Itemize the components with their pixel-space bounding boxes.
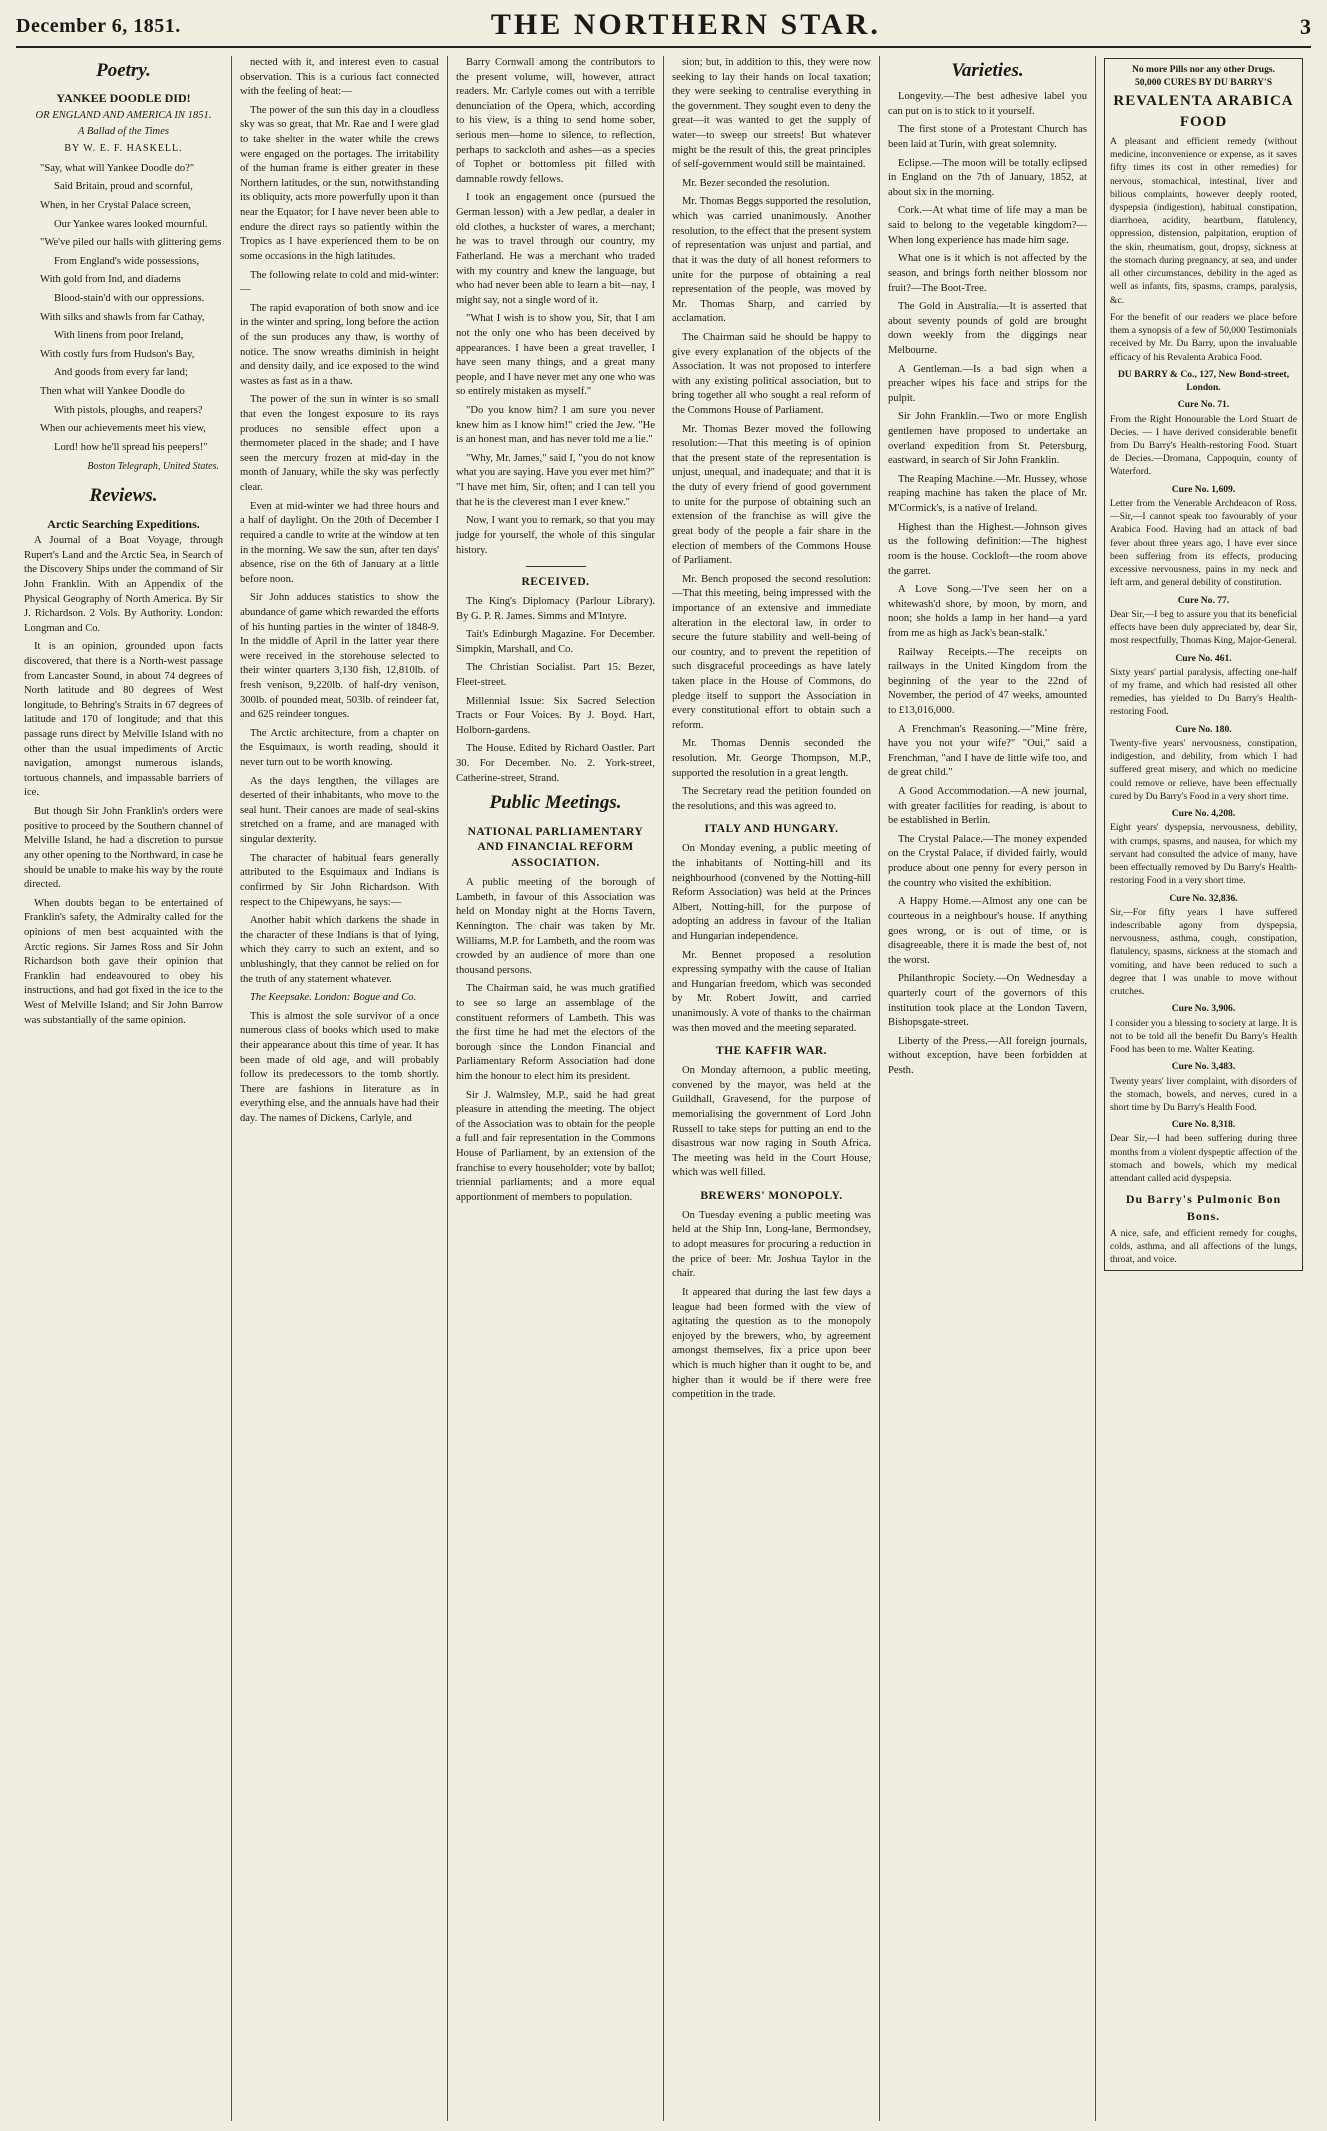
review-paragraph: The power of the sun in winter is so small that even the longest exposure to its rays produces no sensible effect upon a thermometer placed in the shade; and I have seen the mercury frozen at mid-day in the month of January, while the sky was perfectly clear. [240,394,439,494]
cure-testimonial: Sir,—For fifty years I have suffered indescribable agony from dyspepsia, nervousness, asthma, cough, constipation, flatulency, spasms, sickness at the stomach and vomiting, and have been reduced to such a degree that I was unable to move without crutches. [1110,906,1297,998]
poem-line: Our Yankee wares looked mournful. [54,218,208,230]
review-paragraph: The following relate to cold and mid-winter:— [240,269,439,296]
column-5 [880,56,1096,2121]
ad-top-line: No more Pills nor any other Drugs. [1131,64,1276,75]
cure-testimonial: Sixty years' partial paralysis, affecting one-half of my frame, and which had resisted all other remedies, has yielded to Du Barry's Health-restoring Food. [1110,666,1297,718]
poem-ballad-note: A Ballad of the Times [77,126,170,138]
poem-line: From England's wide possessions, [54,255,199,267]
meeting-paragraph: On Tuesday evening a public meeting was held at the Ship Inn, Long-lane, Bermondsey, to adopt measures for procuring a reduction in the price of beer. Mr. Joshua Taylor in the chair. [672,1209,871,1280]
review-paragraph: This is almost the sole survivor of a once numerous class of books which used to make their appearance about this time of year. It has been made of old age, and will probably follow its predecessors to the tomb shortly. There are fashions in literature as in everything else, and the annuals have had their day. The names of Dickens, Carlyle, and [240,1010,439,1125]
review-paragraph: But though Sir John Franklin's orders were positive to proceed by the Southern channel of Melville Island, he had a discretion to pursue any other opening to the Northward, in case he should be unable to make his way by the route directed. [24,806,223,891]
review-paragraph: Even at mid-winter we had three hours and a half of daylight. On the 20th of December I required a candle to write at the window at ten in the morning. We saw the sun, after ten days' absence, rise on the 6th of January at a little before noon. [240,500,439,585]
variety-item: The Reaping Machine.—Mr. Hussey, whose reaping machine has taken the place of Mr. M'Cormick's, is a native of Ireland. [888,473,1087,515]
meeting-paragraph: It appeared that during the last few days a league had been formed with the view of agitating the question as to the monopoly enjoyed by the brewers, who, by agreement amongst themselves, fix a price upon beer which is much higher than it ought to be, and higher than it would be if there were free competition in the trade. [672,1286,871,1401]
poem-line: With pistols, ploughs, and reapers? [54,404,203,416]
review-paragraph: I took an engagement once (pursued the German lesson) with a Jew pedlar, a dealer in old clothes, a huckster of wares, a merchant; he was to travel through our country, my Fatherland. He was a merchant who traded with my country and knew the language, but who had never been able to learn a bit—nay, I might say, not a single word of it. [456,192,655,306]
meeting-paragraph: sion; but, in addition to this, they were now seeking to lay their hands on local taxation; they were seeking to centralise everything in the government. They sought even to deny the great—it was wanted to get the supply of water—to sweep our streets! But whatever might be the result of this, the great principles of self-government would still be maintained. [672,57,871,171]
review-paragraph: It is an opinion, grounded upon facts discovered, that there is a North-west passage from Lancaster Sound, in about 74 degrees of North latitude and 80 degrees of West longitude, to Behring's Straits in 67 degrees of latitude and 170 of longitude; and that this passage runs direct by Melville Island with no other than the usual impediments of Arctic navigation, amongst numerous islands, tortuous channels, and impassable barriers of ice. [24,641,223,799]
review-paragraph: Another habit which darkens the shade in the character of these Indians is that of lying, which they carry to such an extent, and so unblushingly, that they cannot be relied on for the truth of any statement whatever. [240,915,439,985]
variety-item: The Crystal Palace.—The money expended on the Crystal Palace, if divided fairly, would produce about one penny for every person in the country who visited the exhibition. [888,833,1087,889]
bonbons-text: A nice, safe, and efficient remedy for coughs, colds, asthma, and all affections of the lungs, throat, and voice. [1110,1227,1297,1265]
ad-intro: A pleasant and efficient remedy (without medicine, inconvenience or expense, as it saves fifty times its cost in other remedies) for nervous, stomachical, intestinal, liver and bilious complaints, however deeply rooted, dyspepsia (indigestion), habitual constipation, diarrhoea, acidity, heartburn, flatulency, oppression, distension, palpitation, eruption of the skin, rheumatism, gout, dropsy, sickness at the stomach during pregnancy, at sea, and under all other circumstances, debility in the aged as well as infants, fits, spasms, cramps, paralysis, &c. [1110,135,1297,306]
section-head-poetry: Poetry. [96,60,151,81]
poem-line: "Say, what will Yankee Doodle do?" [40,162,195,174]
meeting-paragraph: Mr. Thomas Bezer moved the following resolution:—That this meeting is of opinion that the present state of the representation is unjust, unequal, and inadequate; and that it is the duty of every friend of good government to unite for the purpose of obtaining such an extension of the franchise as will give the great body of the people a fair share in the election of members of the Commons House of Parliament. [672,423,871,567]
poem-credit: Boston Telegraph, United States. [87,460,219,472]
issue-date: December 6, 1851. [16,15,181,37]
variety-item: A Frenchman's Reasoning.—"Mine frère, have you not your wife?" "Oui," said a Frenchman, "and I have de little wife too, and de great child." [888,723,1087,779]
variety-item: Eclipse.—The moon will be totally eclipsed in England on the 7th of January, 1852, at about six in the morning. [888,157,1087,198]
meeting-paragraph: Mr. Thomas Dennis seconded the resolution. Mr. George Thompson, M.P., supported the resolution in a great length. [672,738,871,779]
poem-line: Said Britain, proud and scornful, [54,181,193,193]
poem-line: When, in her Crystal Palace screen, [40,200,191,211]
columns [16,56,1311,2121]
italy-hungary-heading: ITALY AND HUNGARY. [704,823,839,836]
poem-line: Blood-stain'd with our oppressions. [54,293,205,305]
variety-item: The first stone of a Protestant Church has been laid at Turin, with great solemnity. [888,124,1087,151]
divider [526,566,586,567]
cure-number: Cure No. 77. [1177,594,1230,606]
poem-byline: BY W. E. F. HASKELL. [64,142,183,154]
masthead-rule [16,46,1311,48]
received-item: Millennial Issue: Six Sacred Selection Tracts or Four Voices. By J. Boyd. Hart, Holborn-gardens. [456,695,655,736]
meeting-paragraph: Mr. Bezer seconded the resolution. [682,177,830,189]
poem-line: Then what will Yankee Doodle do [40,386,185,398]
poem-subtitle: OR ENGLAND AND AMERICA IN 1851. [35,109,212,121]
meeting-paragraph: The Chairman said he should be happy to give every explanation of the objects of the Association. It was not proposed to interfere with any existing political association, but to bring together all who sought a real reform of the Commons House of Parliament. [672,331,871,417]
meeting-title: NATIONAL PARLIAMENTARY AND FINANCIAL REFORM ASSOCIATION. [467,825,644,870]
section-head-reviews: Reviews. [89,485,158,507]
bonbons-title: Du Barry's Pulmonic Bon Bons. [1125,1192,1282,1223]
received-item: The House. Edited by Richard Oastler. Part 30. For December. No. 2. York-street, Catherine-street, Strand. [456,743,655,784]
variety-item: A Love Song.—'I've seen her on a whitewash'd shore, by moon, by morn, and noon; she holds a lamp in her hand—a yard from me as high as Jack's bean-stalk.' [888,584,1087,639]
ad-agent: DU BARRY & Co., 127, New Bond-street, London. [1117,368,1290,394]
revalenta-advertisement [1104,58,1303,1271]
cure-testimonial: Eight years' dyspepsia, nervousness, debility, with cramps, spasms, and nausea, for which my servant had consulted the advice of many, have been effectually removed by Du Barry's Health-restoring Food in a very short time. [1110,822,1297,887]
poem-line: Lord! how he'll spread his peepers!" [54,441,208,453]
cure-number: Cure No. 3,483. [1171,1061,1236,1073]
review-paragraph: When doubts began to be entertained of Franklin's safety, the Admiralty called for the opinions of men best acquainted with the Arctic regions. Sir James Ross and Sir John Richardson both gave their opinion that Franklin had endeavoured to obey his instructions, and had got fixed in the ice to the West of Melville Island; and Sir John Barrow was substantially of the same opinion. [24,897,223,1026]
column-3 [448,56,664,2121]
review-paragraph: "Do you know him? I am sure you never knew him as I know him!" cried the Jew. "He is an honest man, and has never told me a lie." [456,405,655,446]
review-paragraph: The rapid evaporation of both snow and ice in the winter and spring, long before the action of the sun produces any thaw, is worthy of notice. The snow wreaths diminish in height and density daily, and ice exposed to the wind wastes as fast as in a thaw. [240,302,439,387]
cure-testimonial: Twenty-five years' nervousness, constipation, indigestion, and debility, from which I had suffered great misery, and which no medicine could remove or relieve, have been effectually cured by Du Barry's Food in a very short time. [1110,737,1297,802]
poem-line: And goods from every far land; [54,367,188,379]
variety-item: Cork.—At what time of life may a man be said to belong to the vegetable kingdom?—When long experience has made him sage. [888,205,1087,246]
review-paragraph: As the days lengthen, the villages are deserted of their inhabitants, who move to the seal hunt. Their canoes are made of seal-skins stretched on a frame, and are managed with singular dexterity. [240,775,439,846]
received-item: Tait's Edinburgh Magazine. For December. Simpkin, Marshall, and Co. [456,629,655,655]
cure-number: Cure No. 1,609. [1171,483,1236,495]
meeting-paragraph: On Monday afternoon, a public meeting, convened by the mayor, was held at the Guildhall, Gravesend, for the purpose of memorialising the government of Lord John Russell to take steps for putting an end to the disastrous war now raging in South Africa. The meeting was held in the Court House, which was well filled. [672,1065,871,1179]
review-paragraph: "What I wish is to show you, Sir, that I am not the only one who has been deceived by appearances. I have been a great traveller, I have seen many things, and a great many people, and I have never met any one who was so entirely mistaken as myself." [456,313,655,398]
variety-item: A Good Accommodation.—A new journal, with greater facilities for reading, is about to be established in Berlin. [888,786,1087,827]
ad-note: For the benefit of our readers we place before them a synopsis of a few of 50,000 Testimonials received by Mr. Du Barry, upon the invaluable efficacy of his Revalenta Arabica Food. [1110,311,1297,363]
masthead [16,0,1311,44]
poem-line: With silks and shawls from far Cathay, [40,311,205,323]
poem-line: "We've piled our halls with glittering gems [40,237,222,249]
review-paragraph: Barry Cornwall among the contributors to the present volume, will, however, attract readers. Mr. Carlyle comes out with a terrible denunciation of the Opera, which, according to his view, is a thing to send home sober, serious men—home to silence, to reflection, perhaps to sackcloth and ashes—as a species of Tophet or bottomless pit filled with damnable rowdy fellows. [456,57,655,185]
review-paragraph: "Why, Mr. James," said I, "you do not know what you are saying. Have you ever met him?" "I have met him, Sir, often; and I can tell you that he is the cleverest man I ever knew." [456,452,655,508]
section-head-varieties: Varieties. [951,60,1024,81]
poem-line: When our achievements meet his view, [40,423,206,435]
ad-sub-line: 50,000 CURES BY DU BARRY'S [1134,77,1273,89]
meeting-paragraph: On Monday evening, a public meeting of the inhabitants of Notting-hill and its neighbourhood (convened by the Notting-hill Reform Association) was held at the Princes Albert, Notting-hill, for the purpose of adopting an address in favour of the Italian and Hungarian independence. [672,843,871,942]
review-title: Arctic Searching Expeditions. [47,516,200,531]
review-paragraph: The Arctic architecture, from a chapter on the Esquimaux, is worth reading, should it never turn out to be worth knowing. [240,727,439,769]
cure-testimonial: Dear Sir,—I had been suffering during three months from a violent dyspeptic affection of the stomach and bowels, which my medical attendant called acid dyspepsia. [1110,1133,1297,1185]
poem-line: With gold from Ind, and diadems [40,274,181,286]
column-1 [16,56,232,2121]
variety-item: A Gentleman.—Is a bad sign when a preacher wipes his face and strips for the pulpit. [888,363,1087,404]
poem-body [24,162,223,456]
keepsake-heading: The Keepsake. London: Bogue and Co. [250,992,417,1004]
poem-line: With linens from poor Ireland, [54,330,184,342]
cure-number: Cure No. 3,906. [1171,1003,1236,1015]
review-paragraph: Now, I want you to remark, so that you may judge for yourself, the whole of this singular history. [456,515,655,556]
variety-item: The Gold in Australia.—It is asserted that about seventy pounds of gold are brought down weekly from the diggings near Melbourne. [888,301,1087,356]
meeting-paragraph: Sir J. Walmsley, M.P., said he had great pleasure in attending the meeting. The object of the Association was to obtain for the people a full and fair representation in the Commons House of Parliament, by an extension of the franchise to every householder; vote by ballot; triennial parliaments; and a more equal apportionment of members to population. [456,1089,655,1203]
meeting-paragraph: A public meeting of the borough of Lambeth, in favour of this Association was held on Monday night at the Horns Tavern, Kennington. The chair was taken by Mr. Williams, M.P. for Lambeth, and the room was crowded by an audience of more than one thousand persons. [456,877,655,976]
cure-testimonial: From the Right Honourable the Lord Stuart de Decies. — I have derived considerable benefit from Du Barry's Health-restoring Food. Stuart de Decies.—Dromana, Cappoquin, county of Waterford. [1110,413,1297,478]
brewers-monopoly-heading: BREWERS' MONOPOLY. [700,1189,843,1202]
review-paragraph: A Journal of a Boat Voyage, through Rupert's Land and the Arctic Sea, in Search of the Discovery Ships under the command of Sir John Franklin. With an Appendix of the Physical Geography of North America. By Sir J. Richardson. 2 Vols. By Authority. London: Longman and Co. [24,535,223,634]
page-number: 3 [1299,14,1311,39]
meeting-paragraph: Mr. Thomas Beggs supported the resolution, which was carried unanimously. Another resolution, to the effect that the present system of representation was unjust and partial, and that it was the duty of all honest reformers to unite for the purpose of obtaining a real representation of the people, was moved by Mr. Thomas Sharp, and carried by acclamation. [672,196,871,325]
variety-item: Railway Receipts.—The receipts on railways in the United Kingdom from the beginning of the year to the 22nd of November, the period of 47 weeks, amounted to £13,016,000. [888,646,1087,716]
cure-testimonial: Dear Sir,—I beg to assure you that its beneficial effects have been duly appreciated by, dear Sir, most respectfully, Thomas King, Major-General. [1110,608,1297,647]
cure-number: Cure No. 71. [1177,399,1230,411]
cure-testimonial: Twenty years' liver complaint, with disorders of the stomach, bowels, and nerves, cured in a short time by Du Barry's Health Food. [1110,1075,1297,1114]
cure-testimonial: I consider you a blessing to society at large. It is not to be told all the benefit Du Barry's Health Food has been to me. Walter Keating. [1110,1017,1297,1056]
meeting-paragraph: Mr. Bennet proposed a resolution expressing sympathy with the cause of Italian and Hungarian freedom, which was seconded by Mr. Robert Jowitt, and carried unanimously. A vote of thanks to the chairman was then moved and the meeting separated. [672,949,871,1034]
cure-number: Cure No. 461. [1175,652,1232,664]
variety-item: Sir John Franklin.—Two or more English gentlemen have proposed to undertake an overland expedition from St. Petersburg, eastward, in search of Sir John Franklin. [888,411,1087,467]
variety-item: What one is it which is not affected by the season, and brings forth neither blossom nor fruit?—The Boot-Tree. [888,253,1087,294]
poem-line: With costly furs from Hudson's Bay, [40,348,195,360]
review-paragraph: The character of habitual fears generally attributed to the Esquimaux and Indians is confirmed by Sir John Richardson. With respect to the Chipewyans, he says:— [240,852,439,908]
ad-title: REVALENTA ARABICA FOOD [1113,93,1294,131]
cure-number: Cure No. 32,836. [1169,892,1238,904]
variety-item: Liberty of the Press.—All foreign journals, without exception, have been forbidden at Pesth. [888,1035,1087,1076]
section-head-public-meetings: Public Meetings. [489,792,622,814]
column-6 [1096,56,1311,2121]
meeting-paragraph: The Chairman said, he was much gratified to see so large an assemblage of the constituent reformers of Lambeth. This was the first time he had met the electors of the borough since the London Financial and Parliamentary Reform Association had done him the honour to elect him its president. [456,983,655,1082]
variety-item: A Happy Home.—Almost any one can be courteous in a neighbour's house. If anything goes wrong, or is out of time, or is disagreeable, there it is made the best of, not the worst. [888,896,1087,966]
received-item: The Christian Socialist. Part 15. Bezer, Fleet-street. [456,662,655,689]
review-paragraph: The power of the sun this day in a cloudless sky was so great, that Mr. Rae and I were glad to take shelter in the water while the crews were engaged on the portages. The irritability of the human frame is either greater in these Northern latitudes, or the sun, notwithstanding its obliquity, acts more powerfully upon it than near the Equator; for I have never been able to endure the direct rays so patiently within the Tropics as I have experienced them to be on some occasions in the high latitudes. [240,104,439,262]
meeting-paragraph: Mr. Bench proposed the second resolution:—That this meeting, being impressed with the importance of an extensive and immediate alteration in the electoral law, in order to secure the future stability and well-being of our country, and to prevent the repetition of such disgraceful proceedings as have lately taken place in the House of Commons, do pledge itself to support the Association in every constitutional effort to obtain such a reform. [672,573,871,731]
review-paragraph: Sir John adduces statistics to show the abundance of game which rewarded the efforts of his hunting parties in the winter of 1848-9. In the middle of April in the latter year there were received in the storehouse selected to their winter quarters 3,130 fish, 12,810lb. of fresh venison, 9,220lb. of half-dry venison, 300lb. of pounded meat, 503lb. of reindeer fat, and 625 reindeer tongues. [240,592,439,721]
received-heading: RECEIVED. [521,576,590,589]
variety-item: Philanthropic Society.—On Wednesday a quarterly court of the governors of this institution took place at the London Tavern, Bishopsgate-street. [888,973,1087,1029]
cure-number: Cure No. 4,208. [1171,808,1236,820]
review-paragraph: nected with it, and interest even to casual observation. This is a curious fact connected with the feeling of heat:— [240,57,439,98]
kaffir-war-heading: THE KAFFIR WAR. [715,1045,828,1058]
variety-item: Longevity.—The best adhesive label you can put on is to stick to it yourself. [888,91,1087,117]
received-item: The King's Diplomacy (Parlour Library). By G. P. R. James. Simms and M'Intyre. [456,595,655,622]
poem-title: YANKEE DOODLE DID! [56,91,191,106]
variety-item: Highest than the Highest.—Johnson gives us the following definition:—The highest room is the house. Cockloft—the room above the garret. [888,521,1087,577]
meeting-paragraph: The Secretary read the petition founded on the resolutions, and this was agreed to. [672,786,871,812]
column-4 [664,56,880,2121]
column-2 [232,56,448,2121]
cure-number: Cure No. 180. [1175,723,1232,735]
cure-number: Cure No. 8,318. [1171,1119,1236,1131]
newspaper-title: THE NORTHERN STAR. [490,8,881,41]
cure-testimonial: Letter from the Venerable Archdeacon of Ross.—Sir,—I cannot speak too favourably of your Arabica Food. Having had an attack of bad fever about three years ago, I have ever since been suffering from its effects, producing excessive nervousness, pains in my neck and left arm, and general debility of constitution. [1110,497,1297,589]
